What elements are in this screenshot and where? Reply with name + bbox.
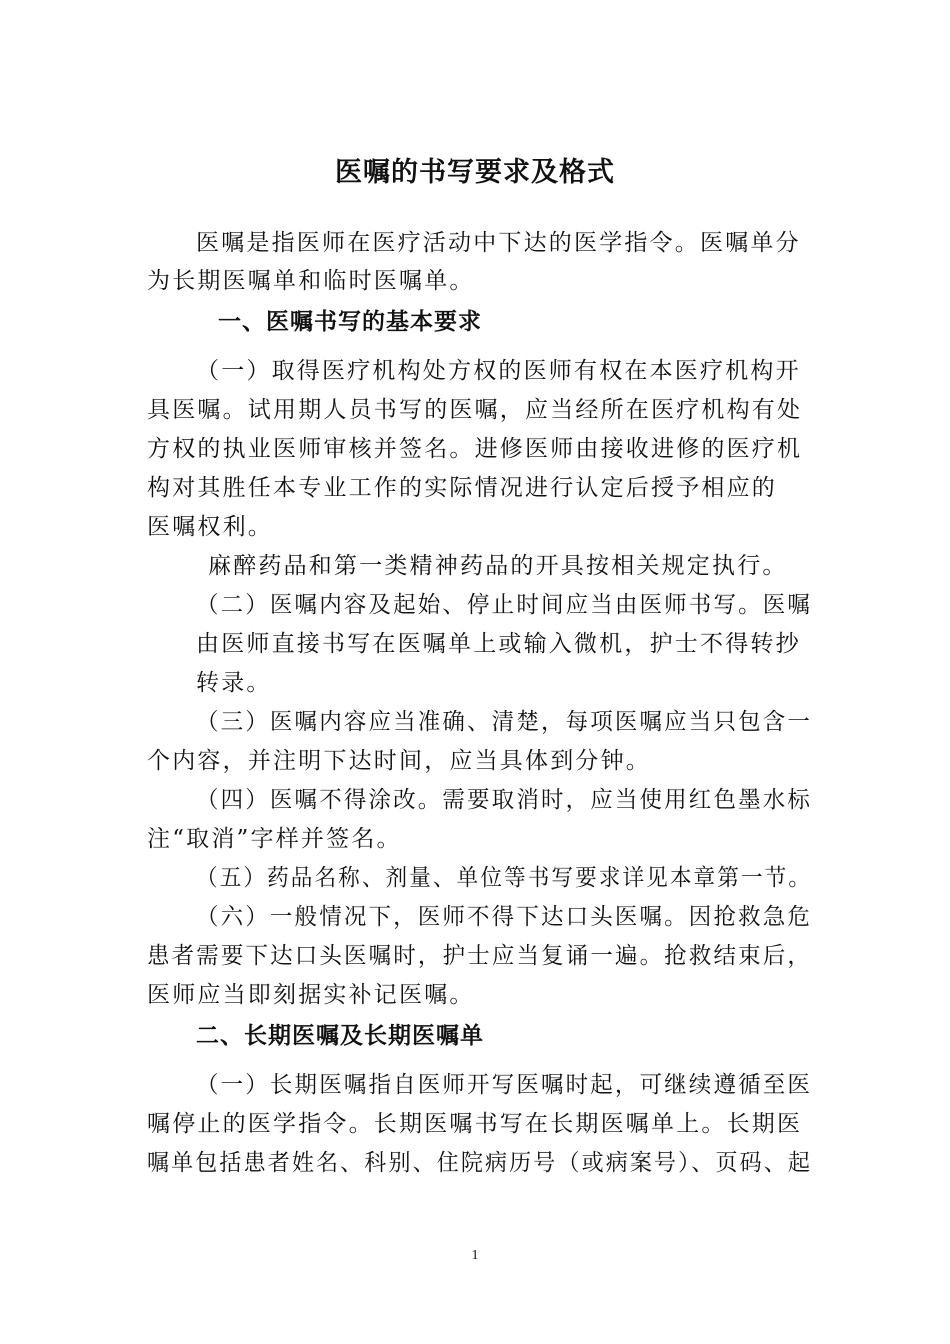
paragraph-line: 转录。 — [196, 670, 272, 696]
paragraph-line: 医师应当即刻据实补记医嘱。 — [147, 982, 475, 1008]
page-title: 医嘱的书写要求及格式 — [335, 157, 615, 188]
paragraph-line: 由医师直接书写在医嘱单上或输入微机，护士不得转抄 — [196, 631, 801, 657]
section-heading-2: 二、长期医嘱及长期医嘱单 — [196, 1023, 484, 1049]
paragraph-line: （五）药品名称、剂量、单位等书写要求详见本章第一节。 — [196, 865, 813, 891]
paragraph-line: （一）取得医疗机构处方权的医师有权在本医疗机构开 — [196, 358, 801, 384]
paragraph-line: 个内容，并注明下达时间，应当具体到分钟。 — [147, 748, 651, 774]
paragraph-line: 麻醉药品和第一类精神药品的开具按相关规定执行。 — [208, 553, 788, 579]
paragraph-line: 医嘱权利。 — [147, 514, 273, 540]
paragraph-line: （六）一般情况下，医师不得下达口头医嘱。因抢救急危 — [196, 904, 813, 930]
paragraph-line: （四）医嘱不得涂改。需要取消时，应当使用红色墨水标 — [196, 787, 813, 813]
paragraph-line: 嘱停止的医学指令。长期医嘱书写在长期医嘱单上。长期医 — [147, 1111, 803, 1137]
section-heading-1: 一、医嘱书写的基本要求 — [218, 309, 482, 335]
paragraph-line: 医嘱是指医师在医疗活动中下达的医学指令。医嘱单分 — [196, 230, 801, 256]
paragraph-line: （一）长期医嘱指自医师开写医嘱时起，可继续遵循至医 — [196, 1072, 813, 1098]
paragraph-line: 注“取消”字样并签名。 — [147, 826, 402, 852]
paragraph-line: 为长期医嘱单和临时医嘱单。 — [147, 268, 475, 294]
paragraph-line: 具医嘱。试用期人员书写的医嘱，应当经所在医疗机构有处 — [147, 397, 803, 423]
paragraph-line: （三）医嘱内容应当准确、清楚，每项医嘱应当只包含一 — [196, 709, 813, 735]
page-number: 1 — [471, 1248, 479, 1263]
paragraph-line: 构对其胜任本专业工作的实际情况进行认定后授予相应的 — [147, 475, 777, 501]
paragraph-line: 方权的执业医师审核并签名。进修医师由接收进修的医疗机 — [147, 436, 803, 462]
paragraph-line: 嘱单包括患者姓名、科别、住院病历号（或病案号）、页码、起 — [147, 1150, 813, 1176]
paragraph-line: 患者需要下达口头医嘱时，护士应当复诵一遍。抢救结束后， — [147, 943, 813, 969]
paragraph-line: （二）医嘱内容及起始、停止时间应当由医师书写。医嘱 — [196, 592, 813, 618]
